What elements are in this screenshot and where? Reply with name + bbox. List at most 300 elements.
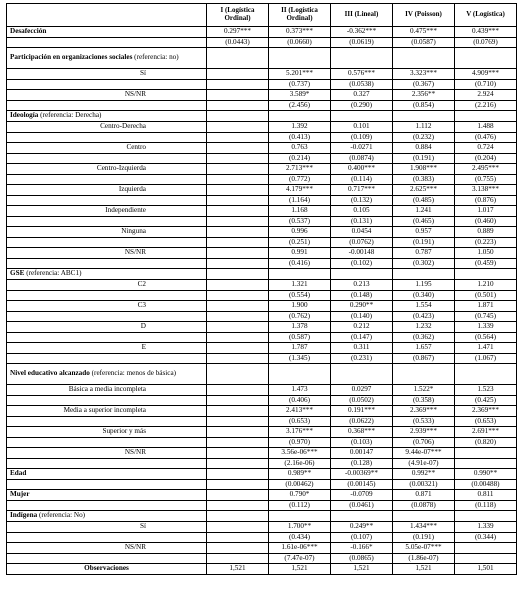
row-label: [7, 427, 207, 438]
value-cell-model-3: (0.0619): [331, 38, 393, 48]
table-row: [7, 143, 517, 154]
value-cell-model-5: 2.495***: [455, 164, 517, 175]
value-cell-model-1: [207, 175, 269, 185]
value-cell-model-3: (0.132): [331, 196, 393, 206]
value-cell-model-2: (0.434): [269, 533, 331, 543]
value-cell-model-3: 0.327: [331, 90, 393, 101]
table-body: [7, 27, 517, 575]
row-label: [7, 80, 207, 90]
value-cell-model-3: (0.0762): [331, 238, 393, 248]
value-cell-model-3: -0.00148: [331, 248, 393, 259]
row-reference-text: (referencia: Derecha): [40, 111, 102, 120]
row-label-text: E: [141, 343, 146, 352]
row-label: [7, 27, 207, 38]
value-cell-model-2: 2.713***: [269, 164, 331, 175]
value-cell-model-2: (0.251): [269, 238, 331, 248]
value-cell-model-2: 0.991: [269, 248, 331, 259]
value-cell-model-3: (0.0502): [331, 396, 393, 406]
value-cell-model-4: 1.657: [393, 343, 455, 354]
value-cell-model-1: [207, 185, 269, 196]
value-cell-model-1: [207, 448, 269, 459]
value-cell-model-1: [207, 396, 269, 406]
value-cell-model-2: [269, 269, 331, 280]
row-label-text: Observaciones: [84, 564, 129, 573]
row-label: [7, 164, 207, 175]
value-cell-model-1: [207, 269, 269, 280]
row-label: [7, 343, 207, 354]
value-cell-model-2: 1.378: [269, 322, 331, 333]
value-cell-model-3: 0.101: [331, 122, 393, 133]
value-cell-model-5: (0.460): [455, 217, 517, 227]
value-cell-model-1: [207, 238, 269, 248]
std-error-row: [7, 459, 517, 469]
table-row: [7, 490, 517, 501]
value-cell-model-4: (0.465): [393, 217, 455, 227]
observations-row: [7, 564, 517, 575]
value-cell-model-4: 0.787: [393, 248, 455, 259]
value-cell-model-4: (0.00321): [393, 480, 455, 490]
value-cell-model-1: [207, 90, 269, 101]
value-cell-model-4: 5.05e-07***: [393, 543, 455, 554]
value-cell-model-1: [207, 533, 269, 543]
row-label: [7, 312, 207, 322]
row-label-text: Mujer: [10, 490, 30, 499]
value-cell-model-5: [455, 269, 517, 280]
table-row: [7, 164, 517, 175]
value-cell-model-5: (0.745): [455, 312, 517, 322]
value-cell-model-4: (0.358): [393, 396, 455, 406]
value-cell-model-3: (0.231): [331, 354, 393, 364]
value-cell-model-2: (0.0660): [269, 38, 331, 48]
value-cell-model-4: (0.485): [393, 196, 455, 206]
value-cell-model-5: 2.924: [455, 90, 517, 101]
table-row: [7, 364, 517, 385]
value-cell-model-3: 0.191***: [331, 406, 393, 417]
value-cell-model-5: (0.653): [455, 417, 517, 427]
value-cell-model-1: [207, 301, 269, 312]
value-cell-model-3: -0.166*: [331, 543, 393, 554]
value-cell-model-3: 0.368***: [331, 427, 393, 438]
row-label-text: Independiente: [105, 206, 146, 215]
value-cell-model-4: (4.91e-07): [393, 459, 455, 469]
value-cell-model-1: [207, 554, 269, 564]
row-label: [7, 248, 207, 259]
value-cell-model-1: [207, 333, 269, 343]
row-label-text: NS/NR: [124, 543, 146, 552]
value-cell-model-1: [207, 501, 269, 511]
value-cell-model-3: (0.290): [331, 101, 393, 111]
value-cell-model-4: 1.434***: [393, 522, 455, 533]
value-cell-model-2: (0.416): [269, 259, 331, 269]
value-cell-model-2: 1.473: [269, 385, 331, 396]
value-cell-model-3: [331, 364, 393, 385]
row-label: [7, 101, 207, 111]
value-cell-model-2: (1.164): [269, 196, 331, 206]
value-cell-model-2: 1.700**: [269, 522, 331, 533]
row-label-text: Superior y más: [102, 427, 146, 436]
table-row: [7, 448, 517, 459]
value-cell-model-4: (0.0878): [393, 501, 455, 511]
row-label: [7, 554, 207, 564]
value-cell-model-2: 1.168: [269, 206, 331, 217]
value-cell-model-1: [207, 248, 269, 259]
value-cell-model-5: 3.138***: [455, 185, 517, 196]
table-row: [7, 122, 517, 133]
std-error-row: [7, 333, 517, 343]
value-cell-model-2: 5.201***: [269, 69, 331, 80]
value-cell-model-4: (0.362): [393, 333, 455, 343]
value-cell-model-4: 1.195: [393, 280, 455, 291]
table-row: [7, 322, 517, 333]
row-label: [7, 175, 207, 185]
value-cell-model-3: (0.103): [331, 438, 393, 448]
value-cell-model-4: 1.554: [393, 301, 455, 312]
row-label: [7, 406, 207, 417]
row-label: [7, 385, 207, 396]
row-label: [7, 238, 207, 248]
value-cell-model-1: [207, 406, 269, 417]
value-cell-model-5: [455, 448, 517, 459]
value-cell-model-3: 0.213: [331, 280, 393, 291]
value-cell-model-1: [207, 122, 269, 133]
value-cell-model-4: 0.957: [393, 227, 455, 238]
row-label: [7, 217, 207, 227]
value-cell-model-2: 1.61e-06***: [269, 543, 331, 554]
row-label: [7, 417, 207, 427]
value-cell-model-4: [393, 48, 455, 69]
value-cell-model-3: (0.0865): [331, 554, 393, 564]
row-label: [7, 143, 207, 154]
row-label: [7, 396, 207, 406]
value-cell-model-2: 1.900: [269, 301, 331, 312]
value-cell-model-3: 0.00147: [331, 448, 393, 459]
value-cell-model-2: 1.321: [269, 280, 331, 291]
value-cell-model-4: 0.871: [393, 490, 455, 501]
value-cell-model-2: (0.762): [269, 312, 331, 322]
table-row: [7, 269, 517, 280]
header-cell-model-4: IV (Poisson): [393, 4, 455, 27]
value-cell-model-1: [207, 164, 269, 175]
value-cell-model-3: 0.249**: [331, 522, 393, 533]
row-label: [7, 459, 207, 469]
value-cell-model-1: [207, 217, 269, 227]
value-cell-model-1: [207, 227, 269, 238]
std-error-row: [7, 154, 517, 164]
value-cell-model-4: [393, 111, 455, 122]
value-cell-model-5: (0.710): [455, 80, 517, 90]
value-cell-model-3: 0.0297: [331, 385, 393, 396]
value-cell-model-3: -0.362***: [331, 27, 393, 38]
value-cell-model-1: [207, 69, 269, 80]
value-cell-model-2: 1,521: [269, 564, 331, 575]
row-label-text: Participación en organizaciones sociales: [10, 53, 133, 62]
header-row: [7, 4, 517, 27]
value-cell-model-4: (0.383): [393, 175, 455, 185]
row-label: [7, 38, 207, 48]
value-cell-model-2: (1.345): [269, 354, 331, 364]
table-row: [7, 280, 517, 291]
value-cell-model-4: [393, 364, 455, 385]
row-label: [7, 259, 207, 269]
value-cell-model-3: (0.140): [331, 312, 393, 322]
value-cell-model-2: (0.587): [269, 333, 331, 343]
value-cell-model-1: 0.297***: [207, 27, 269, 38]
value-cell-model-4: 1.232: [393, 322, 455, 333]
header-cell-model-2: II (Logística Ordinal): [269, 4, 331, 27]
row-label: [7, 301, 207, 312]
row-label: [7, 564, 207, 575]
value-cell-model-2: (0.653): [269, 417, 331, 427]
value-cell-model-2: (0.970): [269, 438, 331, 448]
value-cell-model-1: [207, 259, 269, 269]
row-label-text: Centro: [126, 143, 146, 152]
table-row: [7, 185, 517, 196]
regression-table: [6, 3, 517, 575]
value-cell-model-4: (0.191): [393, 238, 455, 248]
value-cell-model-4: 2.356**: [393, 90, 455, 101]
value-cell-model-5: (0.876): [455, 196, 517, 206]
value-cell-model-2: 3.56e-06***: [269, 448, 331, 459]
value-cell-model-4: (1.86e-07): [393, 554, 455, 564]
value-cell-model-4: 1.112: [393, 122, 455, 133]
std-error-row: [7, 38, 517, 48]
value-cell-model-5: (0.820): [455, 438, 517, 448]
row-label: [7, 501, 207, 511]
value-cell-model-5: [455, 364, 517, 385]
row-label-text: Media a superior incompleta: [63, 406, 146, 415]
value-cell-model-3: (0.128): [331, 459, 393, 469]
row-label: [7, 122, 207, 133]
value-cell-model-2: (0.737): [269, 80, 331, 90]
value-cell-model-1: [207, 101, 269, 111]
value-cell-model-4: 0.475***: [393, 27, 455, 38]
value-cell-model-1: [207, 206, 269, 217]
row-label-text: D: [140, 322, 146, 331]
value-cell-model-4: (0.191): [393, 533, 455, 543]
value-cell-model-4: (0.854): [393, 101, 455, 111]
row-label: [7, 291, 207, 301]
row-label: [7, 227, 207, 238]
value-cell-model-5: (0.344): [455, 533, 517, 543]
std-error-row: [7, 354, 517, 364]
value-cell-model-5: 0.439***: [455, 27, 517, 38]
row-label-text: Sí: [140, 522, 146, 531]
value-cell-model-3: (0.107): [331, 533, 393, 543]
value-cell-model-5: (0.223): [455, 238, 517, 248]
value-cell-model-5: 0.889: [455, 227, 517, 238]
value-cell-model-2: [269, 511, 331, 522]
value-cell-model-3: [331, 269, 393, 280]
row-label: [7, 438, 207, 448]
value-cell-model-3: (0.131): [331, 217, 393, 227]
table-row: [7, 248, 517, 259]
table-row: [7, 301, 517, 312]
std-error-row: [7, 554, 517, 564]
row-label: [7, 185, 207, 196]
row-label: [7, 522, 207, 533]
std-error-row: [7, 396, 517, 406]
value-cell-model-1: [207, 511, 269, 522]
value-cell-model-5: 1.210: [455, 280, 517, 291]
table-row: [7, 206, 517, 217]
row-label: [7, 196, 207, 206]
row-label: [7, 269, 207, 280]
value-cell-model-4: 1.908***: [393, 164, 455, 175]
row-label: [7, 543, 207, 554]
value-cell-model-3: (0.0874): [331, 154, 393, 164]
header-cell-model-5: V (Logística): [455, 4, 517, 27]
table-row: [7, 69, 517, 80]
value-cell-model-2: [269, 48, 331, 69]
row-label-text: GSE: [10, 269, 25, 278]
value-cell-model-3: -0.00369**: [331, 469, 393, 480]
row-label-text: NS/NR: [124, 248, 146, 257]
value-cell-model-3: 0.0454: [331, 227, 393, 238]
value-cell-model-5: (2.216): [455, 101, 517, 111]
value-cell-model-5: (0.0769): [455, 38, 517, 48]
value-cell-model-4: 1.241: [393, 206, 455, 217]
std-error-row: [7, 533, 517, 543]
row-label: [7, 480, 207, 490]
value-cell-model-5: (0.564): [455, 333, 517, 343]
row-reference-text: (referencia: no): [134, 53, 179, 62]
value-cell-model-5: 1.871: [455, 301, 517, 312]
value-cell-model-2: (2.456): [269, 101, 331, 111]
value-cell-model-1: [207, 480, 269, 490]
value-cell-model-5: [455, 48, 517, 69]
value-cell-model-4: 1.522*: [393, 385, 455, 396]
value-cell-model-1: [207, 522, 269, 533]
value-cell-model-4: (0.423): [393, 312, 455, 322]
value-cell-model-2: 4.179***: [269, 185, 331, 196]
value-cell-model-5: 0.811: [455, 490, 517, 501]
std-error-row: [7, 238, 517, 248]
row-label: [7, 354, 207, 364]
value-cell-model-2: (7.47e-07): [269, 554, 331, 564]
value-cell-model-3: 0.212: [331, 322, 393, 333]
value-cell-model-2: 0.373***: [269, 27, 331, 38]
value-cell-model-5: 1.488: [455, 122, 517, 133]
header-cell-model-1: I (Logística Ordinal): [207, 4, 269, 27]
table-row: [7, 48, 517, 69]
value-cell-model-1: [207, 543, 269, 554]
table-row: [7, 227, 517, 238]
row-label: [7, 111, 207, 122]
value-cell-model-1: [207, 490, 269, 501]
header-cell-label: [7, 4, 207, 27]
value-cell-model-5: 1,501: [455, 564, 517, 575]
row-label-text: Sí: [140, 69, 146, 78]
value-cell-model-4: 3.323***: [393, 69, 455, 80]
header-cell-model-3: III (Lineal): [331, 4, 393, 27]
value-cell-model-1: [207, 469, 269, 480]
value-cell-model-5: 1.339: [455, 322, 517, 333]
value-cell-model-1: [207, 80, 269, 90]
value-cell-model-2: 0.989**: [269, 469, 331, 480]
value-cell-model-4: (0.191): [393, 154, 455, 164]
value-cell-model-3: 0.576***: [331, 69, 393, 80]
row-label-text: Edad: [10, 469, 27, 478]
value-cell-model-3: (0.148): [331, 291, 393, 301]
row-label: [7, 364, 207, 385]
value-cell-model-4: (0.533): [393, 417, 455, 427]
value-cell-model-3: (0.0461): [331, 501, 393, 511]
value-cell-model-2: (0.537): [269, 217, 331, 227]
value-cell-model-3: (0.0538): [331, 80, 393, 90]
value-cell-model-2: 2.413***: [269, 406, 331, 417]
value-cell-model-2: (2.16e-06): [269, 459, 331, 469]
row-label: [7, 333, 207, 343]
value-cell-model-5: 0.990**: [455, 469, 517, 480]
regression-table-container: [6, 3, 517, 575]
value-cell-model-4: 2.939***: [393, 427, 455, 438]
std-error-row: [7, 480, 517, 490]
value-cell-model-3: 0.717***: [331, 185, 393, 196]
value-cell-model-2: 0.763: [269, 143, 331, 154]
value-cell-model-2: (0.554): [269, 291, 331, 301]
value-cell-model-2: 1.392: [269, 122, 331, 133]
std-error-row: [7, 196, 517, 206]
row-label-text: Ninguna: [121, 227, 146, 236]
row-label-text: Nivel educativo alcanzado: [10, 369, 90, 378]
std-error-row: [7, 438, 517, 448]
value-cell-model-5: (0.425): [455, 396, 517, 406]
row-reference-text: (referencia: ABC1): [26, 269, 82, 278]
value-cell-model-1: [207, 111, 269, 122]
row-label: [7, 133, 207, 143]
row-label-text: Desafección: [10, 27, 47, 36]
value-cell-model-1: (0.0443): [207, 38, 269, 48]
value-cell-model-5: 1.050: [455, 248, 517, 259]
row-label: [7, 511, 207, 522]
value-cell-model-4: (0.367): [393, 80, 455, 90]
value-cell-model-2: 3.176***: [269, 427, 331, 438]
value-cell-model-1: [207, 427, 269, 438]
std-error-row: [7, 501, 517, 511]
value-cell-model-5: [455, 543, 517, 554]
value-cell-model-3: -0.0709: [331, 490, 393, 501]
value-cell-model-1: [207, 154, 269, 164]
table-row: [7, 343, 517, 354]
value-cell-model-4: (0.232): [393, 133, 455, 143]
value-cell-model-5: [455, 459, 517, 469]
value-cell-model-3: (0.0622): [331, 417, 393, 427]
table-row: [7, 522, 517, 533]
value-cell-model-2: (0.413): [269, 133, 331, 143]
value-cell-model-2: 1.787: [269, 343, 331, 354]
row-label-text: NS/NR: [124, 90, 146, 99]
table-row: [7, 406, 517, 417]
value-cell-model-1: 1,521: [207, 564, 269, 575]
row-label-text: NS/NR: [124, 448, 146, 457]
value-cell-model-2: (0.112): [269, 501, 331, 511]
value-cell-model-3: (0.147): [331, 333, 393, 343]
value-cell-model-1: [207, 322, 269, 333]
value-cell-model-1: [207, 196, 269, 206]
table-row: [7, 111, 517, 122]
row-label-text: Básica a media incompleta: [68, 385, 146, 394]
value-cell-model-3: (0.109): [331, 133, 393, 143]
value-cell-model-3: 1,521: [331, 564, 393, 575]
table-row: [7, 90, 517, 101]
std-error-row: [7, 133, 517, 143]
row-label: [7, 490, 207, 501]
row-label: [7, 69, 207, 80]
row-label: [7, 154, 207, 164]
value-cell-model-1: [207, 312, 269, 322]
std-error-row: [7, 312, 517, 322]
value-cell-model-1: [207, 417, 269, 427]
